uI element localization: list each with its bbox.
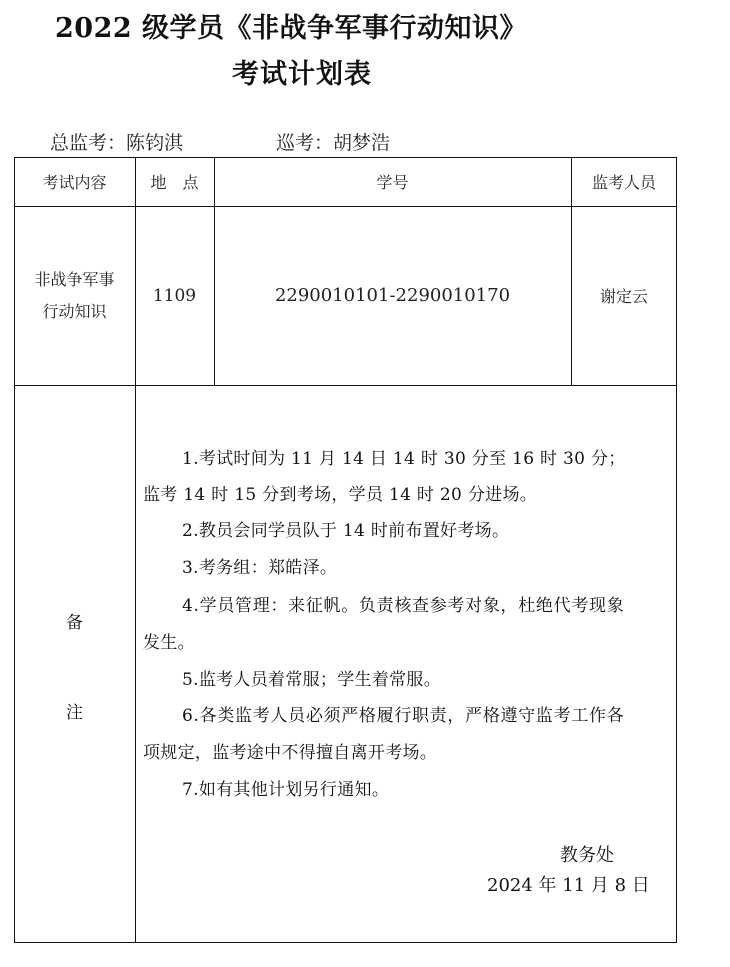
issue-date: 2024 年 11 月 8 日 xyxy=(487,875,650,896)
row-subject-line-1: 非战争军事 xyxy=(34,269,115,289)
remark-line-8: 6.各类监考人员必须严格履行职责，严格遵守监考工作各 xyxy=(182,706,625,726)
title-line-1: 2022 级学员《非战争军事行动知识》 xyxy=(55,13,528,44)
remark-line-9: 项规定，监考途中不得擅自离开考场。 xyxy=(143,743,438,763)
remark-line-1: 1.考试时间为 11 月 14 日 14 时 30 分至 16 时 30 分； xyxy=(182,449,626,469)
issuing-office: 教务处 xyxy=(560,845,614,866)
remark-line-7: 5.监考人员着常服；学生着常服。 xyxy=(182,670,442,690)
row-subject xyxy=(14,206,135,385)
header-location: 地 点 xyxy=(150,173,199,192)
header-student-id: 学号 xyxy=(376,173,409,192)
remark-line-3: 2.教员会同学员队于 14 时前布置好考场。 xyxy=(182,521,510,541)
remark-line-2: 监考 14 时 15 分到考场，学员 14 时 20 分进场。 xyxy=(143,485,538,505)
row-invigilator: 谢定云 xyxy=(599,287,648,306)
patrol-supervisor: 巡考：胡梦浩 xyxy=(276,132,391,154)
remark-line-5: 4.学员管理：来征帆。负责核查参考对象，杜绝代考现象 xyxy=(182,596,625,616)
header-invigilator: 监考人员 xyxy=(591,173,656,192)
row-location: 1109 xyxy=(152,285,197,306)
remarks-label-char-2: 注 xyxy=(66,703,83,723)
remark-line-4: 3.考务组：郑皓泽。 xyxy=(182,558,338,578)
row-subject-line-2: 行动知识 xyxy=(42,301,107,321)
remark-line-6: 发生。 xyxy=(143,633,195,653)
remark-line-10: 7.如有其他计划另行通知。 xyxy=(182,780,390,800)
chief-supervisor: 总监考：陈钧淇 xyxy=(50,132,184,154)
remarks-label-char-1: 备 xyxy=(66,613,83,633)
table-rule-row xyxy=(14,385,677,386)
row-student-ids: 2290010101-2290010170 xyxy=(274,285,511,306)
header-exam-content: 考试内容 xyxy=(42,173,107,192)
title-line-2: 考试计划表 xyxy=(232,59,372,90)
